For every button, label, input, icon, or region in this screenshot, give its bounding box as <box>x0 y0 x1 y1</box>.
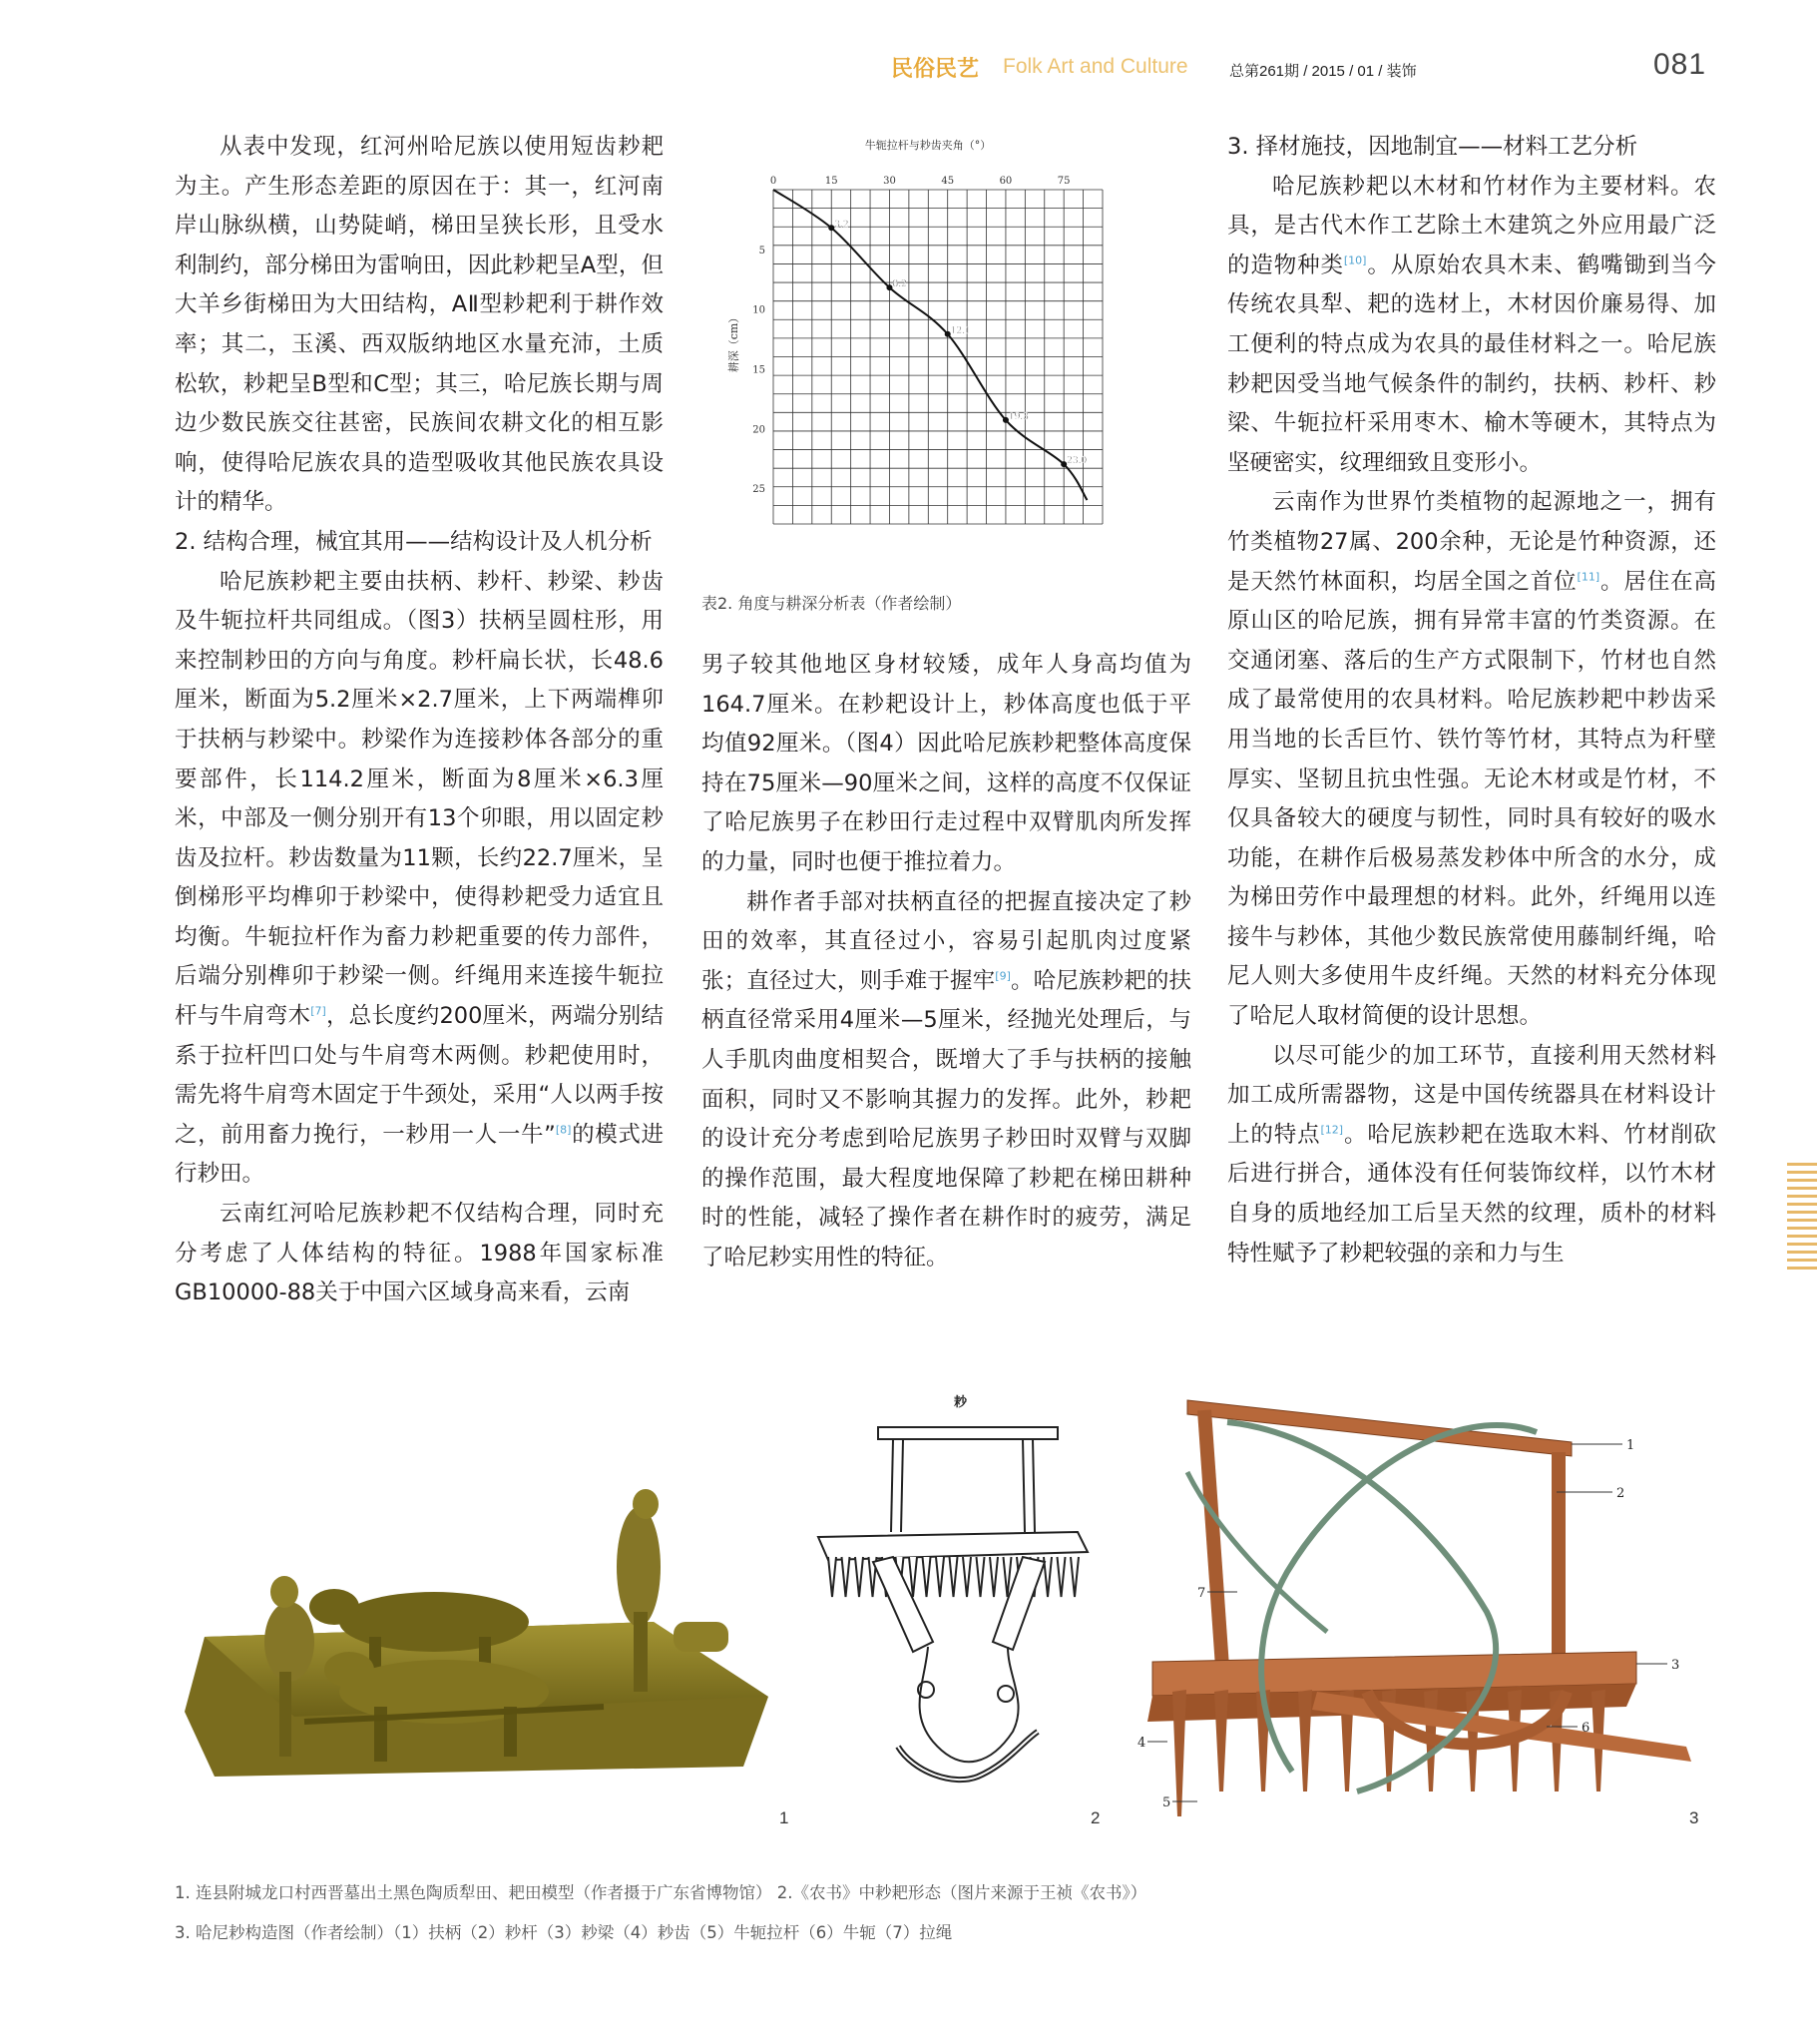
paragraph: 哈尼族耖耙以木材和竹材作为主要材料。农具，是古代木作工艺除土木建筑之外应用最广泛的造物种类[10]。从原始农具木耒、鹤嘴锄到当今传统农具犁、耙的选材上，木材因价廉易得、加工便利的特点成为农具的最佳材料之一。哈尼族耖耙因受当地气候条件的制约，扶柄、耖杆、耖梁、牛轭拉杆采用枣木、榆木等硬木，其特点为坚硬密实，纹理细致且变形小。 <box>1227 173 1716 476</box>
y-tick-label: 25 <box>752 484 765 496</box>
data-label: 19.3 <box>1008 411 1029 422</box>
chart-ylabel: 耕深（cm） <box>727 311 740 373</box>
part-label: 4 <box>1137 1736 1146 1751</box>
footnote-ref[interactable]: [10] <box>1343 254 1367 267</box>
y-tick-label: 5 <box>758 245 765 256</box>
section-heading: 2. 结构合理，械宜其用——结构设计及人机分析 <box>175 528 653 555</box>
figure-1-clay-model <box>185 1422 768 1791</box>
figure-caption-1: 1. 连县附城龙口村西晋墓出土黑色陶质犁田、耙田模型（作者摄于广东省博物馆） 2.《农书》中耖耙形态（图片来源于王祯《农书》） <box>175 1883 1147 1902</box>
harrow-tooth <box>977 1557 985 1597</box>
footnote-ref[interactable]: [12] <box>1320 1123 1344 1137</box>
y-tick-label: 10 <box>752 304 765 316</box>
chart-caption: 表2. 角度与耕深分析表（作者绘制） <box>701 594 962 613</box>
harrow-tooth <box>936 1557 944 1597</box>
section-heading: 3. 择材施技，因地制宜——材料工艺分析 <box>1227 134 1638 160</box>
figure-caption-2: 3. 哈尼耖构造图（作者绘制）（1）扶柄（2）耖杆（3）耖梁（4）耖齿（5）牛轭拉杆（6）牛轭（7）拉绳 <box>175 1923 953 1942</box>
part-label: 1 <box>1626 1438 1635 1453</box>
column-3 <box>1227 128 1716 1274</box>
x-tick-label: 15 <box>824 176 838 187</box>
part-label: 7 <box>1197 1586 1206 1601</box>
part-label: 6 <box>1582 1721 1590 1736</box>
data-label: 8.2 <box>892 279 907 290</box>
column-1 <box>175 128 664 1313</box>
figure-3-structure-diagram <box>1128 1392 1716 1821</box>
harrow-tooth <box>842 1557 850 1597</box>
figure-number: 3 <box>1689 1808 1699 1827</box>
x-tick-label: 30 <box>883 176 896 187</box>
column-2 <box>701 646 1191 1278</box>
part-label: 2 <box>1616 1486 1625 1501</box>
harrow-tooth <box>1172 1690 1186 1816</box>
angle-depth-chart <box>713 135 1113 529</box>
section-title-en: Folk Art and Culture <box>1003 55 1188 78</box>
series-line <box>773 190 1087 500</box>
harrow-tooth <box>828 1557 836 1597</box>
harrow-tooth <box>990 1557 998 1597</box>
harrow-tooth <box>950 1557 958 1597</box>
harrow-tooth <box>1071 1557 1079 1597</box>
paragraph: 云南红河哈尼族耖耙不仅结构合理，同时充分考虑了人体结构的特征。1988年国家标准GB10000-88关于中国六区域身高来看，云南 <box>175 1201 664 1306</box>
issue-info: 总第261期 / 2015 / 01 / 装饰 <box>1229 63 1417 80</box>
paragraph: 以尽可能少的加工环节，直接利用天然材料加工成所需器物，这是中国传统器具在材料设计上的特点[12]。哈尼族耖耙在选取木料、竹材削砍后进行拼合，通体没有任何装饰纹样，以竹木材自身的质地经加工后呈天然的纹理，质朴的材料特性赋予了耖耙较强的亲和力与生 <box>1227 1042 1716 1267</box>
section-title-cn: 民俗民艺 <box>891 57 980 82</box>
harrow-tooth <box>963 1557 971 1597</box>
harrow-tooth <box>1214 1690 1228 1791</box>
harrow-tooth <box>923 1557 931 1597</box>
footnote-ref[interactable]: [7] <box>310 1004 326 1018</box>
x-tick-label: 75 <box>1057 176 1071 187</box>
x-tick-label: 45 <box>941 176 955 187</box>
data-label: 12.1 <box>950 325 971 336</box>
part-label: 3 <box>1671 1658 1680 1673</box>
paragraph: 从表中发现，红河州哈尼族以使用短齿耖耙为主。产生形态差距的原因在于：其一，红河南岸山脉纵横，山势陡峭，梯田呈狭长形，且受水利制约，部分梯田为雷响田，因此耖耙呈A型，但大羊乡街梯田为大田结构，AⅡ型耖耙利于耕作效率；其二，玉溪、西双版纳地区水量充沛，土质松软，耖耙呈B型和C型；其三，哈尼族长期与周边少数民族交往甚密，民族间农耕文化的相互影响，使得哈尼族农具的造型吸收其他民族农具设计的精华。 <box>175 134 664 516</box>
harrow-tooth <box>1298 1690 1312 1791</box>
chart-title: 牛轭拉杆与耖齿夹角（°） <box>864 139 992 152</box>
data-label: 23.0 <box>1067 456 1088 467</box>
y-tick-label: 15 <box>752 364 765 376</box>
figure-2-label: 耖 <box>954 1395 968 1410</box>
footnote-ref[interactable]: [11] <box>1577 570 1600 584</box>
data-label: 3.2 <box>834 220 849 231</box>
paragraph: 耕作者手部对扶柄直径的把握直接决定了耖田的效率，其直径过小，容易引起肌肉过度紧张；直径过大，则手难于握牢[9]。哈尼族耖耙的扶柄直径常采用4厘米—5厘米，经抛光处理后，与人手肌肉曲度相契合，既增大了手与扶柄的接触面积，同时又不影响其握力的发挥。此外，耖耙的设计充分考虑到哈尼族男子耖田时双臂与双脚的操作范围，最大程度地保障了耖耙在梯田耕种时的性能，减轻了操作者在耕作时的疲劳，满足了哈尼耖实用性的特征。 <box>701 888 1191 1271</box>
figure-number: 2 <box>1091 1808 1101 1827</box>
harrow-tooth <box>1058 1557 1066 1597</box>
harrow-tooth <box>855 1557 863 1597</box>
footnote-ref[interactable]: [9] <box>995 969 1011 983</box>
figure-number: 1 <box>779 1808 789 1827</box>
footnote-ref[interactable]: [8] <box>555 1123 572 1137</box>
section-tab-marker <box>1787 1163 1817 1275</box>
x-tick-label: 0 <box>769 176 777 187</box>
paragraph: 云南作为世界竹类植物的起源地之一，拥有竹类植物27属、200余种，无论是竹种资源，还是天然竹林面积，均居全国之首位[11]。居住在高原山区的哈尼族，拥有异常丰富的竹类资源。在交通闭塞、落后的生产方式限制下，竹材也自然成了最常使用的农具材料。哈尼族耖耙中耖齿采用当地的长舌巨竹、铁竹等竹材，其特点为秆壁厚实、坚韧且抗虫性强。无论木材或是竹材，不仅具备较大的硬度与韧性，同时具有较好的吸水功能，在耕作后极易蒸发耖体中所含的水分，成为梯田劳作中最理想的材料。此外，纤绳用以连接牛与耖体，其他少数民族常使用藤制纤绳，哈尼人则大多使用牛皮纤绳。天然的材料充分体现了哈尼人取材简便的设计思想。 <box>1227 489 1716 1030</box>
page-number: 081 <box>1653 48 1707 81</box>
y-tick-label: 20 <box>752 424 765 436</box>
figure-2-harrow-drawing <box>813 1392 1103 1821</box>
paragraph: 哈尼族耖耙主要由扶柄、耖杆、耖梁、耖齿及牛轭拉杆共同组成。（图3）扶柄呈圆柱形，用来控制耖田的方向与角度。耖杆扁长状，长48.6厘米，断面为5.2厘米×2.7厘米，上下两端榫卯于扶柄与耖梁中。耖梁作为连接耖体各部分的重要部件，长114.2厘米，断面为8厘米×6.3厘米，中部及一侧分别开有13个卯眼，用以固定耖齿及拉杆。耖齿数量为11颗，长约22.7厘米，呈倒梯形平均榫卯于耖梁中，使得耖耙受力适宜且均衡。牛轭拉杆作为畜力耖耙重要的传力部件，后端分别榫卯于耖梁一侧。纤绳用来连接牛轭拉杆与牛肩弯木[7]，总长度约200厘米，两端分别结系于拉杆凹口处与牛肩弯木两侧。耖耙使用时，需先将牛肩弯木固定于牛颈处，采用“人以两手按之，前用畜力挽行，一耖用一人一牛”[8]的模式进行耖田。 <box>175 568 664 1188</box>
harrow-tooth <box>909 1557 917 1597</box>
x-tick-label: 60 <box>999 176 1013 187</box>
paragraph: 男子较其他地区身材较矮，成年人身高均值为164.7厘米。在耖耙设计上，耖体高度也低于平均值92厘米。（图4）因此哈尼族耖耙整体高度保持在75厘米—90厘米之间，这样的高度不仅保证了哈尼族男子在耖田行走过程中双臂肌肉所发挥的力量，同时也便于推拉着力。 <box>701 652 1191 875</box>
part-label: 5 <box>1162 1795 1171 1810</box>
